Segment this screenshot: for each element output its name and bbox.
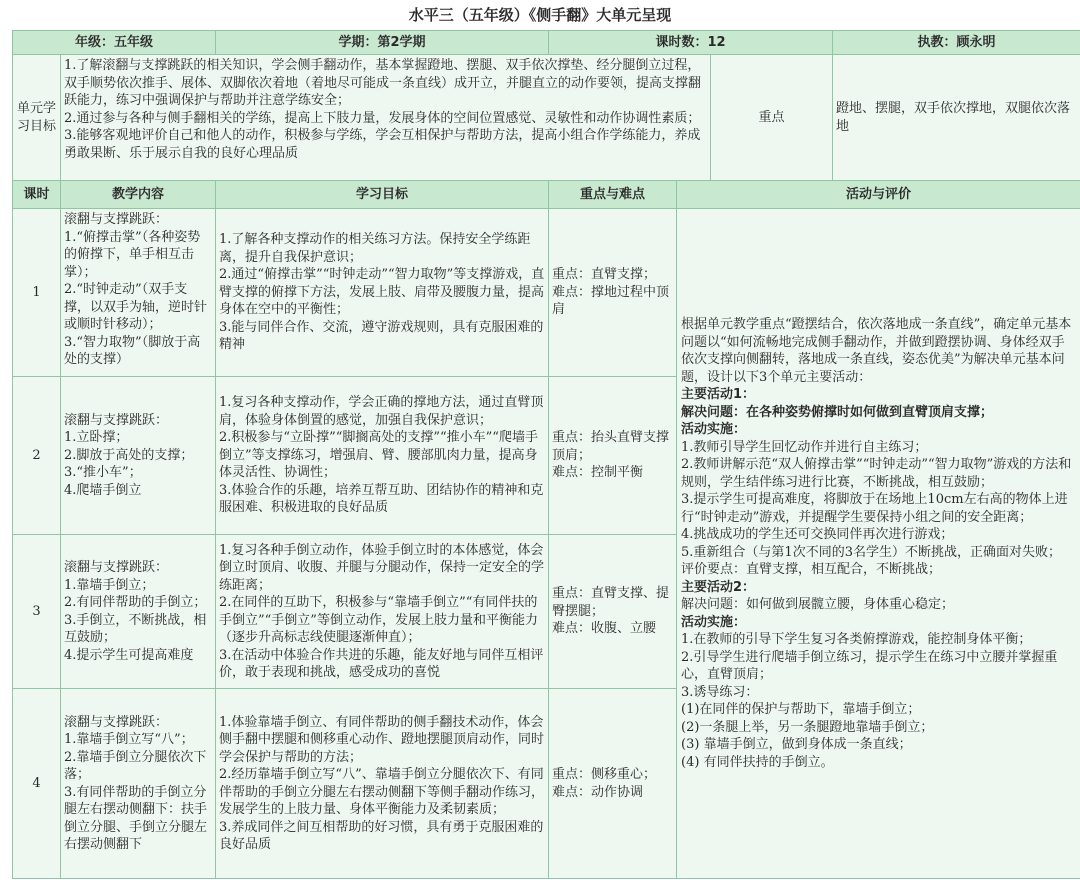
activity-heading: 主要活动2： [681,579,756,595]
goal-line: 2.在同伴的互助下，积极参与“靠墙手倒立”“有同伴扶的手倒立”“手倒立”等倒立动作，发展上肢力量和平衡能力（逐步升高标志线使腿逐渐伸直）； [219,595,538,645]
lesson-content [61,209,216,377]
lesson-content [61,377,216,535]
goal-line: 1.了解各种支撑动作的相关练习方法。保持安全学练距离，提升自我保护意识； [219,232,531,265]
key-line: 难点：撑地过程中顶肩 [552,284,670,318]
col-header-goals: 学习目标 [216,181,549,209]
unit-goal-line: 1.了解滚翻与支撑跳跃的相关知识，学会侧手翻动作，基本掌握蹬地、摆腿、双手依次撑垫、经分腿倒立过程，双手顺势依次推手、展体、双脚依次着地（着地尽可能成一条直线）成开立，并腿直立的动作要领，提高支撑翻跃能力，练习中强调保护与帮助并注意学练安全； [64,58,702,108]
activity-line: 1.教师引导学生回忆动作并进行自主练习； [681,439,928,455]
content-line: 3.“智力取物”（脚放于高处的支撑） [64,334,201,367]
key-text: 蹬地、摆腿，双手依次撑地，双腿依次落地 [833,55,1080,181]
lesson-key [549,689,677,879]
activity-line: (3) 靠墙手倒立，做到身体成一条直线； [681,737,912,752]
hours-cell: 课时数：12 [549,31,833,55]
content-line: 滚翻与支撑跳跃： [64,560,169,575]
activity-heading: 活动实施： [681,614,747,630]
key-line: 难点：控制平衡 [552,465,644,481]
goal-line: 1.复习各种手倒立动作，体验手倒立时的本体感觉，体会倒立时顶肩、收腹、并腿与分腿动作，保持一定安全的学练距离； [219,542,545,593]
content-line: 2.“时钟走动”（双手支撑，以双手为轴，逆时针或顺时针移动）； [64,282,208,332]
content-line: 3.“推小车”； [64,465,142,481]
col-header-lesson: 课时 [13,181,61,209]
content-line: 滚翻与支撑跳跃： [64,714,169,730]
lesson-content [61,689,216,879]
semester-cell: 学期：第2学期 [216,31,549,55]
page-title: 水平三（五年级）《侧手翻》大单元呈现 [408,6,672,24]
activity-line: 2.引导学生进行爬墙手倒立练习，提示学生在练习中立腰并掌握重心，直臂顶肩； [681,649,1058,682]
content-line: 3.有同伴帮助的手倒立分腿左右摆动侧翻下：扶手倒立分腿、手倒立分腿左右摆动侧翻下 [64,784,208,852]
key-line: 重点：侧移重心； [552,767,657,782]
lesson-goals [216,209,549,377]
activity-line: 2.教师讲解示范“双人俯撑击掌”“时钟走动”“智力取物”游戏的方法和规则，学生结伴练习进行比赛，不断挑战，相互鼓励； [681,457,1072,490]
key-line: 重点：直臂支撑； [552,267,657,283]
goal-line: 3.能与同伴合作、交流，遵守游戏规则，具有克服困难的精神 [219,319,544,353]
goal-line: 3.在活动中体验合作共进的乐趣，能友好地与同伴互相评价，敢于表现和挑战，感受成功的喜悦 [219,647,544,680]
activity-line: 5.重新组合（与第1次不同的3名学生）不断挑战，正确面对失败； [681,544,1061,560]
activity-line: (2)一条腿上举，另一条腿蹬地靠墙手倒立； [681,719,934,735]
goal-line: 1.复习各种支撑动作，学会正确的撑地方法，通过直臂顶肩，体验身体倒置的感觉，加强自我保护意识； [219,395,544,428]
goal-line: 1.体验靠墙手倒立、有同伴帮助的侧手翻技术动作，体会侧手翻中摆腿和侧移重心动作、蹬地摆腿顶肩动作，同时学会保护与帮助的方法； [219,714,545,765]
table-header-row [13,181,1080,209]
activity-line: 4.挑战成功的学生还可交换同伴再次进行游戏； [681,527,954,542]
content-line: 4.提示学生可提高难度 [64,647,194,663]
goal-line: 3.体验合作的乐趣，培养互帮互助、团结协作的精神和克服困难、积极进取的良好品质 [219,482,544,516]
col-header-activity: 活动与评价 [677,181,1080,209]
content-line: 1.靠墙手倒立写“八”； [64,732,194,747]
lesson-number: 2 [13,377,61,535]
activity-line: 3.提示学生可提高难度，将脚放于在场地上10cm左右高的物体上进行“时钟走动”游戏，并提醒学生要保持小组之间的安全距离； [681,492,1068,525]
lesson-number: 3 [13,535,61,689]
activity-cell [677,209,1080,879]
lesson-goals [216,377,549,535]
content-line: 1.立卧撑； [64,430,129,446]
content-line: 2.靠墙手倒立分腿依次下落； [64,749,207,782]
goal-line: 2.通过“俯撑击掌”“时钟走动”“智力取物”等支撑游戏，直臂支撑的俯撑下方法，发展上肢、肩带及腰腹力量，提高身体在空中的平衡性； [219,267,545,318]
unit-goals-label: 单元学习目标 [13,55,61,181]
key-line: 重点：抬头直臂支撑顶肩； [552,430,670,463]
activity-line: 1.在教师的引导下学生复习各类俯撑游戏，能控制身体平衡； [681,632,1032,647]
col-header-content: 教学内容 [61,181,216,209]
activity-line: (1)在同伴的保护与帮助下，靠墙手倒立； [681,702,921,717]
lesson-number: 4 [13,689,61,879]
unit-goals-row [13,55,1080,181]
unit-goal-line: 2.通过参与各种与侧手翻相关的学练，提高上下肢力量，发展身体的空间位置感觉、灵敏性和动作协调性素质； [64,110,701,126]
lesson-goals [216,689,549,879]
goal-line: 2.经历靠墙手倒立写“八”、靠墙手倒立分腿依次下、有同伴帮助的手倒立分腿左右摆动侧翻下等侧手翻动作练习，发展学生的上肢力量、身体平衡能力及柔韧素质； [219,767,545,817]
content-line: 滚翻与支撑跳跃： [64,412,169,428]
unit-table [12,30,1080,879]
content-line: 1.“俯撑击掌”（各种姿势的俯撑下，单手相互击掌）； [64,229,201,280]
lesson-key [549,209,677,377]
activity-line: 评价要点：直臂支撑，相互配合，不断挑战； [681,562,942,577]
unit-goals-text [61,55,711,181]
goal-line: 2.积极参与“立卧撑”“脚搁高处的支撑”“推小车”“爬墙手倒立”等支撑练习，增强肩、臂、腰部肌肉力量，提高身体灵活性、协调性； [219,430,538,481]
teacher-cell: 执教：顾永明 [833,31,1080,55]
lesson-content [61,535,216,689]
key-line: 重点：直臂支撑、提臀摆腿； [552,586,670,619]
activity-heading: 主要活动1： [681,387,756,402]
content-line: 滚翻与支撑跳跃： [64,212,169,227]
lesson-number: 1 [13,209,61,377]
goal-line: 3.养成同伴之间互相帮助的好习惯，具有勇于克服困难的良好品质 [219,819,544,852]
activity-heading: 活动实施： [681,422,747,437]
key-label: 重点 [711,55,833,181]
activity-heading: 解决问题：在各种姿势俯撑时如何做到直臂顶肩支撑； [681,404,994,420]
lesson-goals [216,535,549,689]
lesson-row-1 [13,209,1080,377]
col-header-key: 重点与难点 [549,181,677,209]
activity-line: 3.诱导练习： [681,684,759,700]
key-line: 难点：收腹、立腰 [552,621,657,637]
content-line: 2.脚放于高处的支撑； [64,447,194,463]
content-line: 1.靠墙手倒立； [64,577,155,593]
lesson-key [549,535,677,689]
activity-line: 解决问题：如何做到展髋立腰，身体重心稳定； [681,597,955,612]
key-line: 难点：动作协调 [552,784,644,800]
unit-goal-line: 3.能够客观地评价自己和他人的动作，积极参与学练，学会互相保护与帮助方法，提高小组合作学练能力，养成勇敢果断、乐于展示自我的良好心理品质 [64,128,701,161]
activity-line: (4) 有同伴扶持的手倒立。 [681,754,834,770]
content-line: 2.有同伴帮助的手倒立； [64,595,207,610]
lesson-key [549,377,677,535]
content-line: 4.爬墙手倒立 [64,482,142,498]
activity-line: 根据单元教学重点“蹬摆结合，依次落地成一条直线”，确定单元基本问题以“如何流畅地完成侧手翻动作，并做到蹬摆协调、身体经双手依次支撑向侧翻转，落地成一条直线，姿态优美”为解决单元基本问题，设计以下3个单元主要活动： [681,317,1072,385]
info-row [13,31,1080,55]
grade-cell: 年级：五年级 [13,31,216,55]
content-line: 3.手倒立，不断挑战，相互鼓励； [64,612,207,645]
